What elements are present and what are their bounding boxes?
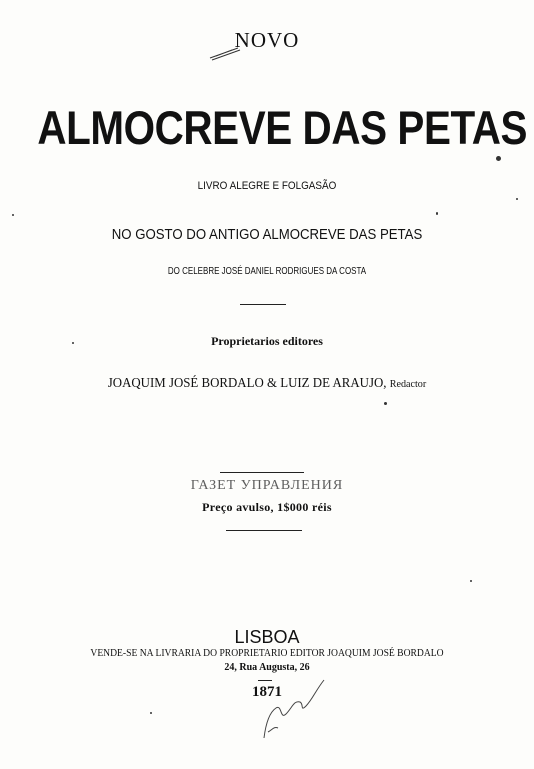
ink-speck (72, 342, 74, 344)
ink-speck (436, 212, 438, 215)
price-line: Preço avulso, 1$000 réis (202, 500, 332, 514)
divider-rule (226, 530, 302, 531)
publication-year: 1871 (252, 684, 282, 700)
city-name: LISBOA (234, 627, 300, 647)
editors-names-text: JOAQUIM JOSÉ BORDALO & LUIZ DE ARAUJO, (107, 376, 387, 391)
subtitle-author: DO CELEBRE JOSÉ DANIEL RODRIGUES DA COSTA (167, 266, 367, 277)
library-stamp: ГАЗЕТ УПРАВЛЕНИЯ (190, 478, 344, 493)
editors-role: Redactor (389, 378, 427, 390)
subtitle-genre: LIVRO ALEGRE E FOLGASÃO (197, 180, 337, 192)
divider-rule (240, 304, 286, 305)
subtitle-style: NO GOSTO DO ANTIGO ALMOCREVE DAS PETAS (111, 226, 423, 243)
stamp-rule-top (220, 472, 304, 473)
ink-speck (516, 198, 518, 200)
address-line: 24, Rua Augusta, 26 (224, 662, 310, 673)
editors-names (21, 376, 512, 392)
ink-speck (150, 712, 152, 714)
ink-speck (12, 214, 14, 216)
handwritten-signature (254, 672, 334, 742)
book-title: ALMOCREVE DAS PETAS (37, 101, 528, 154)
ink-speck (470, 580, 472, 582)
flourish-ornament (208, 44, 244, 62)
novo-heading: NOVO (234, 28, 300, 52)
editors-label: Proprietarios editores (211, 334, 323, 348)
bookseller-line: VENDE-SE NA LIVRARIA DO PROPRIETARIO EDITOR JOAQUIM JOSÉ BORDALO (90, 648, 444, 659)
ink-speck (496, 156, 501, 161)
ink-speck (384, 402, 387, 405)
